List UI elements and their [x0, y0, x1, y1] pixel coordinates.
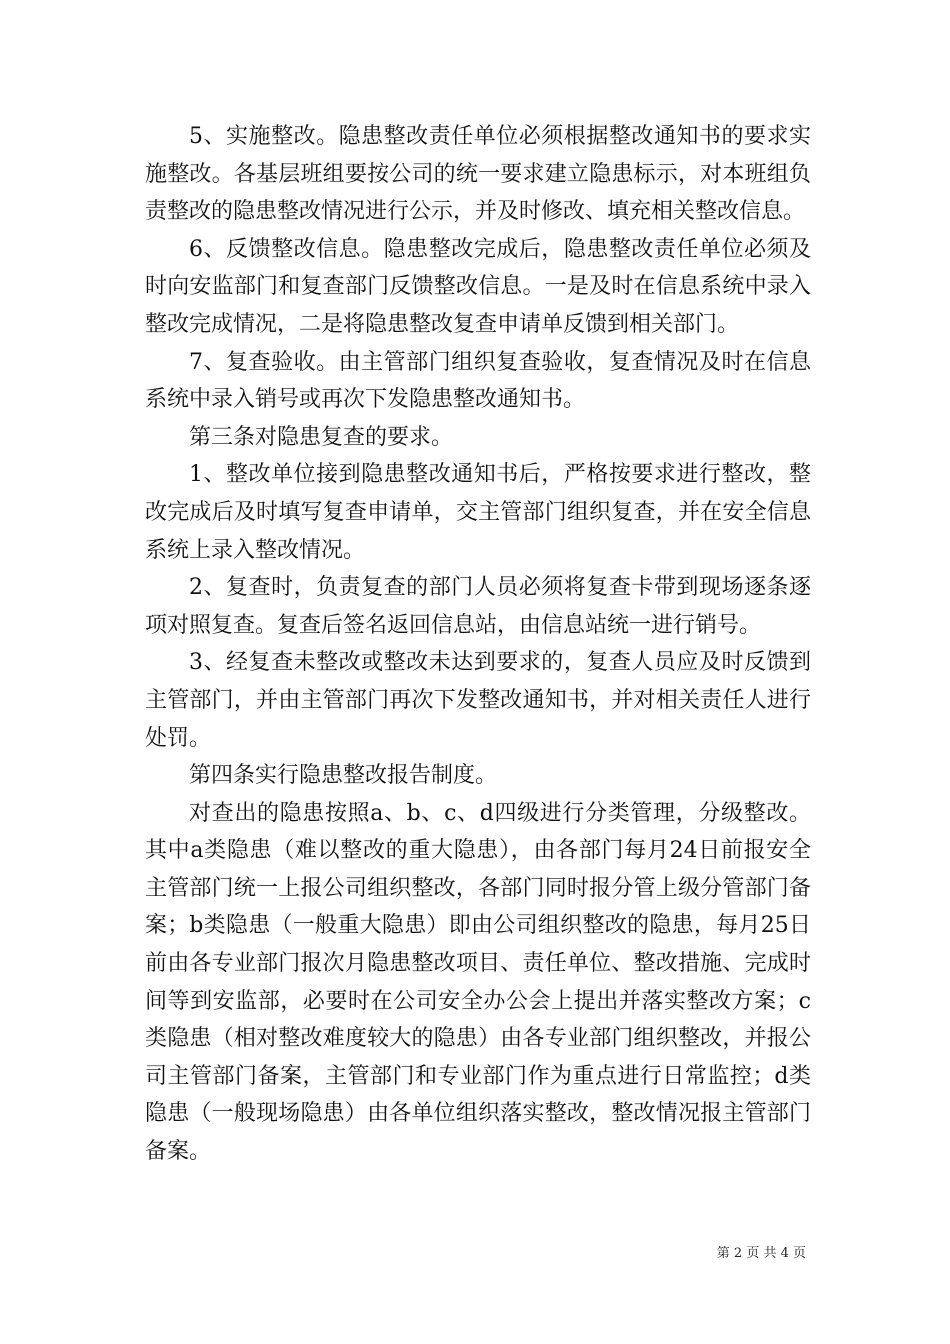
- page-number: 第 2 页 共 4 页: [716, 1246, 806, 1261]
- paragraph-step-6: 6、反馈整改信息。隐患整改完成后，隐患整改责任单位必须及时向安监部门和复查部门反馈整改信息。一是及时在信息系统中录入整改完成情况，二是将隐患整改复查申请单反馈到相关部门。: [145, 236, 811, 337]
- paragraph-classification: 对查出的隐患按照a、b、c、d四级进行分类管理，分级整改。其中a类隐患（难以整改的重大隐患），由各部门每月24日前报安全主管部门统一上报公司组织整改，各部门同时报分管上级分管部门备案；b类隐患（一般重大隐患）即由公司组织整改的隐患，每月25日前由各专业部门报次月隐患整改项目、责任单位、整改措施、完成时间等到安监部，必要时在公司安全办公会上提出并落实整改方案；c类隐患（相对整改难度较大的隐患）由各专业部门组织整改，并报公司主管部门备案，主管部门和专业部门作为重点进行日常监控；d类隐患（一般现场隐患）由各单位组织落实整改，整改情况报主管部门备案。: [145, 800, 811, 1165]
- document-body: [145, 118, 811, 1171]
- heading-article-4: 第四条实行隐患整改报告制度。: [189, 763, 498, 789]
- paragraph-review-1: 1、整改单位接到隐患整改通知书后，严格按要求进行整改，整改完成后及时填写复查申请单，交主管部门组织复查，并在安全信息系统上录入整改情况。: [145, 462, 811, 563]
- paragraph-step-7: 7、复查验收。由主管部门组织复查验收，复查情况及时在信息系统中录入销号或再次下发隐患整改通知书。: [145, 349, 811, 413]
- paragraph-review-2: 2、复查时，负责复查的部门人员必须将复查卡带到现场逐条逐项对照复查。复查后签名返回信息站，由信息站统一进行销号。: [145, 575, 811, 638]
- heading-article-3: 第三条对隐患复查的要求。: [189, 424, 454, 450]
- paragraph-step-5: 5、实施整改。隐患整改责任单位必须根据整改通知书的要求实施整改。各基层班组要按公司的统一要求建立隐患标示，对本班组负责整改的隐患整改情况进行公示，并及时修改、填充相关整改信息。: [145, 124, 811, 225]
- paragraph-review-3: 3、经复查未整改或整改未达到要求的，复查人员应及时反馈到主管部门，并由主管部门再次下发整改通知书，并对相关责任人进行处罚。: [145, 650, 811, 751]
